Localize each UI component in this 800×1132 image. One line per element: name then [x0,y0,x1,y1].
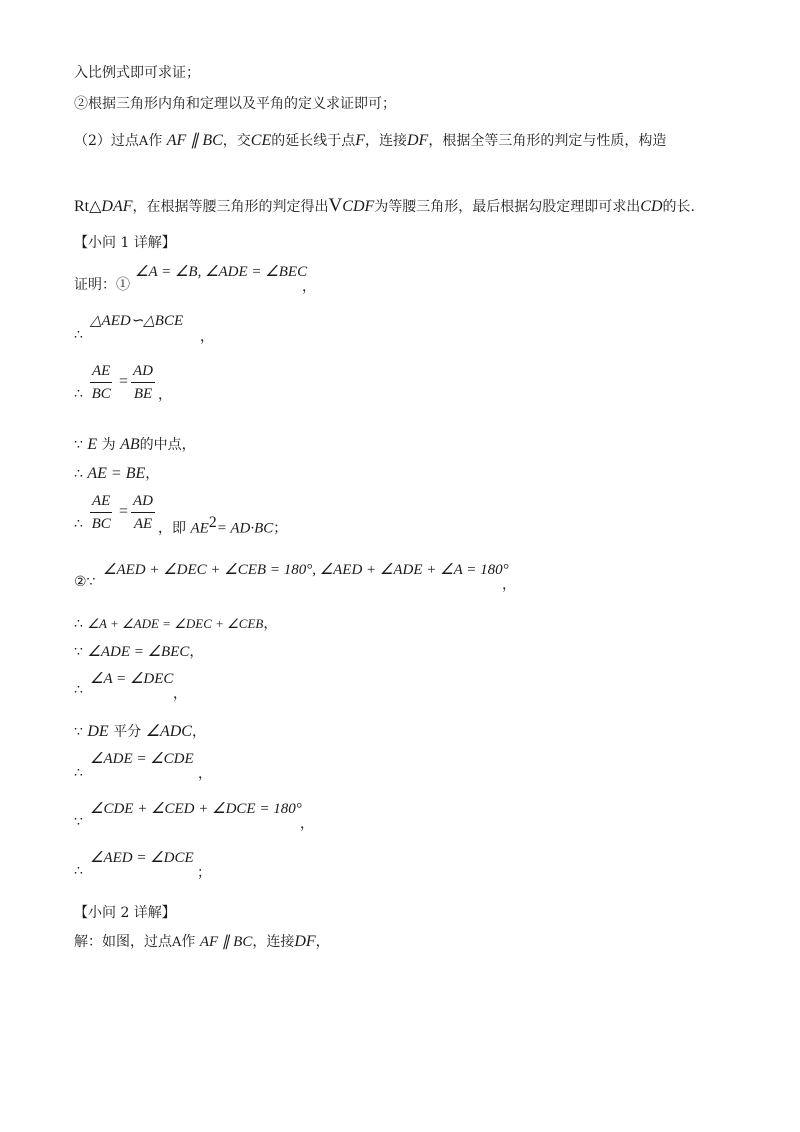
math: ∠CDE + ∠CED + ∠DCE = 180° [90,801,302,817]
fraction [90,494,112,532]
text: （2）过点 [74,133,139,149]
math: ∠ADC [145,723,192,740]
math: AB [120,436,140,453]
because-symbol: ∵ [74,814,83,830]
therefore-symbol: ∴ [74,616,83,632]
math: DE [87,723,109,740]
text-line [74,466,159,482]
text: 证明：① [74,277,130,293]
text: ， [158,387,172,403]
because-symbol: ②∵ [74,574,96,590]
text: 作 [148,133,163,149]
therefore-symbol: ∴ [74,466,83,482]
math: CE [250,132,272,149]
text-line [74,66,200,80]
math: V [328,195,343,216]
text: ，根据全等三角形的判定与性质，构造 [428,133,667,149]
math: DF [294,933,316,950]
math: CD [640,198,663,215]
text: 的中点， [139,437,196,453]
math: AF ∥ BC [199,934,253,950]
text: 的长. [662,199,695,215]
math: △AED∽△BCE [90,313,184,329]
fraction [90,364,112,402]
numerator: AE [90,494,112,513]
math: CDF [342,198,375,215]
therefore-symbol: ∴ [74,386,83,402]
math: AF ∥ BC [166,132,223,149]
text: ， [189,644,204,660]
therefore-symbol: ∴ [74,765,83,781]
text: ； [273,520,288,537]
section-heading: 【小问 1 详解】 [74,235,176,251]
math: AE = BE [87,465,146,482]
text: ， [145,466,160,482]
point-label: A [172,935,182,950]
text-line [74,575,95,589]
math: ∠ADE = ∠CDE [90,751,194,767]
text-line [74,645,203,660]
because-symbol: ∵ [74,437,83,453]
math: ∠AED = ∠DCE [90,850,194,866]
text: ，交 [222,133,251,149]
text-line [74,724,206,740]
math: ∠A = ∠B, ∠ADE = ∠BEC [135,264,308,280]
text: ，在根据等腰三角形的判定得出 [132,199,329,215]
because-symbol: ∵ [74,644,83,660]
denominator: BE [133,386,153,402]
text-line [74,683,83,697]
text: ， [173,686,187,702]
therefore-symbol: ∴ [74,516,83,532]
text: ， [198,766,212,782]
numerator: AD [131,494,155,513]
text-line [74,815,83,829]
text-line [74,328,83,342]
text-line [74,437,196,453]
math: ∠A = ∠DEC [90,671,174,687]
denominator: BC [91,386,111,402]
text: ②根据三角形内角和定理以及平角的定义求证即可； [74,96,396,112]
text-line [74,517,83,531]
text: ， [263,616,278,632]
therefore-symbol: ∴ [74,863,83,879]
math: E [87,436,98,453]
text: 平分 [113,724,142,740]
text-line [74,766,83,780]
section-heading: 【小问 2 详解】 [74,905,176,921]
math: Rt△ [74,198,102,215]
fraction [131,364,155,402]
text: 解：如图，过点 [74,934,172,950]
text-line [74,387,83,401]
math: = AD·BC [216,520,274,537]
math: DAF [101,198,133,215]
therefore-symbol: ∴ [74,327,83,343]
math: DF [407,132,429,149]
denominator: BC [91,516,111,532]
denominator: AE [133,516,153,532]
math: ∠A + ∠ADE = ∠DEC + ∠CEB [87,616,264,631]
text: 为等腰三角形，最后根据勾股定理即可求出 [374,199,641,215]
text-line [74,934,330,950]
text-line [158,515,287,537]
numerator: AE [90,364,112,383]
text: ； [197,865,211,881]
numerator: AD [131,364,155,383]
text-line [74,133,666,149]
equals: = [119,503,129,520]
text: ， [191,724,206,740]
text: ， [502,577,516,593]
text: ， [302,279,316,295]
text: 为 [101,437,116,453]
math: F [355,132,365,149]
text: ，即 [158,520,186,537]
equals: = [119,373,129,390]
fraction [131,494,155,532]
text: 入比例式即可求证； [74,65,200,81]
therefore-symbol: ∴ [74,682,83,698]
text: ，连接 [252,934,295,950]
point-label: A [138,134,149,149]
superscript: 2 [208,514,217,531]
text: 作 [181,934,196,950]
text: ， [200,329,214,345]
math: AE [190,520,209,537]
text-line [74,196,695,215]
text: ，连接 [365,133,407,149]
text-line [74,617,277,631]
text-line [74,864,83,878]
text-line [74,97,396,111]
text-line [74,278,130,292]
text: ， [300,816,314,832]
text: 的延长线于点 [271,133,356,149]
math: ∠ADE = ∠BEC [87,644,190,660]
text: ， [315,934,330,950]
math: ∠AED + ∠DEC + ∠CEB = 180°, ∠AED + ∠ADE + ∠A = 180° [103,562,509,578]
because-symbol: ∵ [74,724,83,740]
